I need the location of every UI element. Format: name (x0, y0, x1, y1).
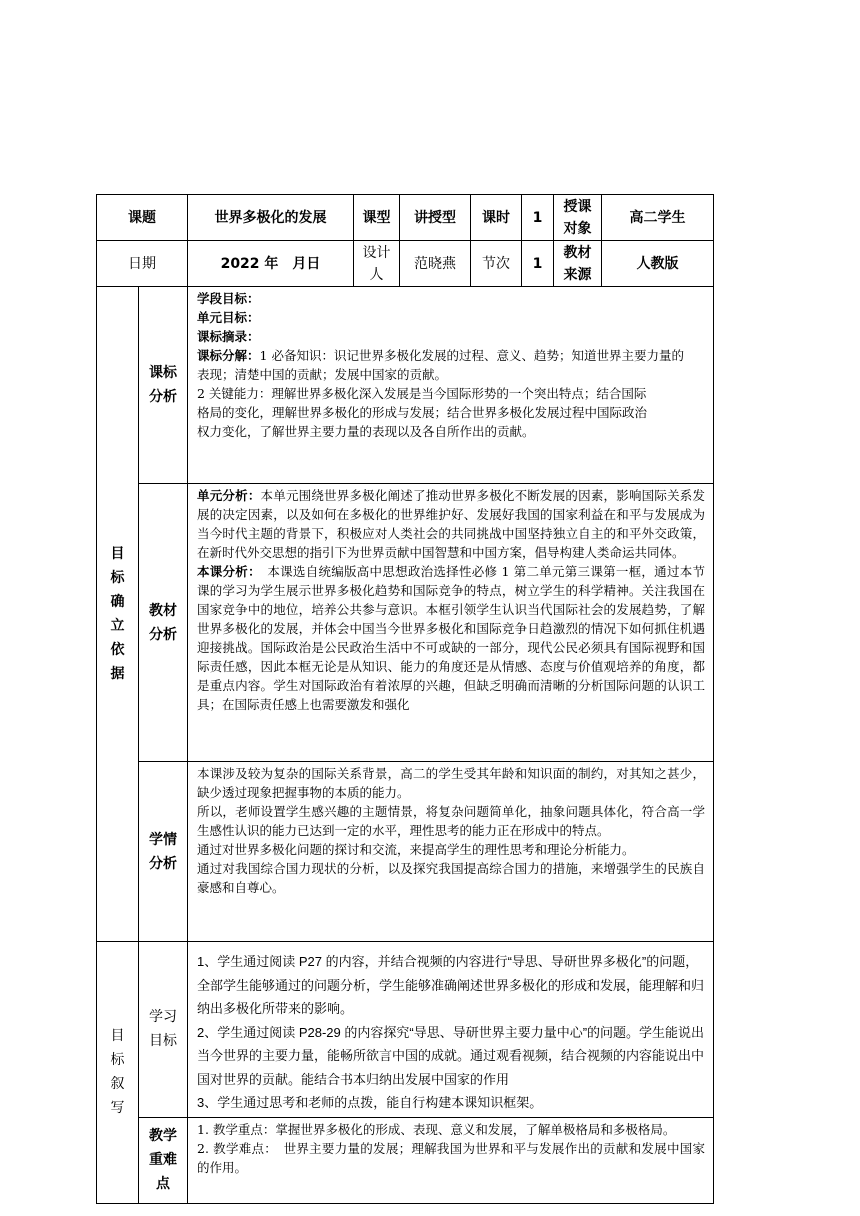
date-label: 日期 (97, 241, 188, 287)
unit-analysis-text: 本单元围绕世界多极化阐述了推动世界多极化不断发展的因素，影响国际关系发展的决定因素，以及如何在多极化的世界维护好、发展好我国的国家利益在和平与发展成为当今时代主题的背景下，积极应对人类社会的共同挑战中国坚持独立自主的和平外交政策，在新时代外交思想的指引下为世界贡献中国智慧和中国方案，倡导构建人类命运共同体。 (197, 488, 705, 560)
hours-label: 课时 (471, 195, 522, 241)
header-row-2 (97, 241, 714, 287)
keypoints-content (188, 1117, 714, 1203)
students-label: 学情分析 (139, 762, 188, 942)
unit-analysis-title: 单元分析： (197, 488, 261, 503)
keypoints-row (97, 1117, 714, 1203)
learning-row (97, 942, 714, 1118)
designer-label: 设计人 (354, 241, 400, 287)
breakdown-title: 课标分解： (197, 348, 260, 363)
learning-content (188, 942, 714, 1118)
type-value: 讲授型 (400, 195, 471, 241)
basis-section-label: 目标确立依据 (97, 287, 139, 942)
breakdown-text-2: 2 关键能力：理解世界多极化深入发展是当今国际形势的一个突出特点；结合国际格局的变化，理解世界多极化的形成与发展；结合世界多极化发展过程中国际政治权力变化，了解世界主要力量的表现以及各自所作出的贡献。 (197, 386, 648, 439)
lesson-plan-table (96, 194, 714, 1204)
students-p1: 本课涉及较为复杂的国际关系背景，高二的学生受其年龄和知识面的制约，对其知之甚少，缺少透过现象把握事物的本质的能力。 (197, 766, 705, 800)
students-content (188, 762, 714, 942)
objectives-section-label: 目标叙写 (97, 942, 139, 1204)
textbook-label: 教材来源 (554, 241, 602, 287)
header-row-1 (97, 195, 714, 241)
textbook-row (97, 484, 714, 762)
stage-goal: 学段目标： (197, 291, 260, 306)
keypoint-1: 1. 教学重点：掌握世界多极化的形成、表现、意义和发展，了解单极格局和多极格局。 (197, 1121, 676, 1137)
textbook-value: 人教版 (602, 241, 714, 287)
session-value: 1 (522, 241, 554, 287)
textbook-analysis-label: 教材分析 (139, 484, 188, 762)
topic-label: 课题 (97, 195, 188, 241)
audience-value: 高二学生 (602, 195, 714, 241)
students-row (97, 762, 714, 942)
students-p3: 通过对世界多极化问题的探讨和交流，来提高学生的理性思考和理论分析能力。 (197, 842, 635, 857)
curriculum-label: 课标分析 (139, 287, 188, 484)
lesson-analysis-title: 本课分析： (197, 564, 255, 579)
session-label: 节次 (471, 241, 522, 287)
keypoints-label: 教学重难点 (139, 1117, 188, 1203)
curriculum-excerpt: 课标摘录： (197, 329, 260, 344)
learning-label: 学习目标 (139, 942, 188, 1118)
type-label: 课型 (354, 195, 400, 241)
lesson-analysis-text: 本课选自统编版高中思想政治选择性必修 1 第二单元第三课第一框，通过本节课的学习为学生展示世界多极化趋势和国际竞争的特点，树立学生的科学精神。关注我国在国家竞争中的地位，培养公共参与意识。本框引领学生认识当代国际社会的发展趋势，了解世界多极化的发展，并体会中国当今世界多极化和国际竞争日趋激烈的情况下如何抓住机遇迎接挑战。国际政治是公民政治生活中不可或缺的一部分，现代公民必须具有国际视野和国际责任感，因此本框无论是从知识、能力的角度还是从情感、态度与价值观培养的角度，都是重点内容。学生对国际政治有着浓厚的兴趣，但缺乏明确而清晰的分析国际问题的认识工具；在国际责任感上也需要激发和强化 (197, 564, 705, 712)
students-p4: 通过对我国综合国力现状的分析，以及探究我国提高综合国力的措施，来增强学生的民族自豪感和自尊心。 (197, 861, 705, 895)
textbook-content (188, 484, 714, 762)
audience-label: 授课对象 (554, 195, 602, 241)
topic-value: 世界多极化的发展 (188, 195, 354, 241)
students-p2: 所以，老师设置学生感兴趣的主题情景，将复杂问题简单化，抽象问题具体化，符合高一学生感性认识的能力已达到一定的水平，理性思考的能力正在形成中的特点。 (197, 804, 705, 838)
keypoint-2: 2. 教学难点： 世界主要力量的发展；理解我国为世界和平与发展作出的贡献和发展中国家的作用。 (197, 1140, 705, 1175)
breakdown-text-1: 1 必备知识：识记世界多极化发展的过程、意义、趋势；知道世界主要力量的表现；清楚中国的贡献；发展中国家的贡献。 (197, 348, 684, 382)
learning-item-1: 1、学生通过阅读 P27 的内容，并结合视频的内容进行“导思、导研世界多极化”的问题，全部学生能够通过的问题分析，学生能够准确阐述世界多极化的形成和发展，能理解和归纳出多极化所带来的影响。 (197, 954, 705, 1016)
curriculum-row (97, 287, 714, 484)
designer-value: 范晓燕 (400, 241, 471, 287)
unit-goal: 单元目标： (197, 310, 260, 325)
curriculum-content (188, 287, 714, 484)
hours-value: 1 (522, 195, 554, 241)
learning-item-2: 2、学生通过阅读 P28-29 的内容探究“导思、导研世界主要力量中心”的问题。学生能说出当今世界的主要力量，能畅所欲言中国的成就。通过观看视频，结合视频的内容能说出中国对世界的贡献。能结合书本归纳出发展中国家的作用 (197, 1024, 705, 1087)
date-value: 2022 年 月日 (188, 241, 354, 287)
learning-item-3: 3、学生通过思考和老师的点拨，能自行构建本课知识框架。 (197, 1095, 543, 1110)
